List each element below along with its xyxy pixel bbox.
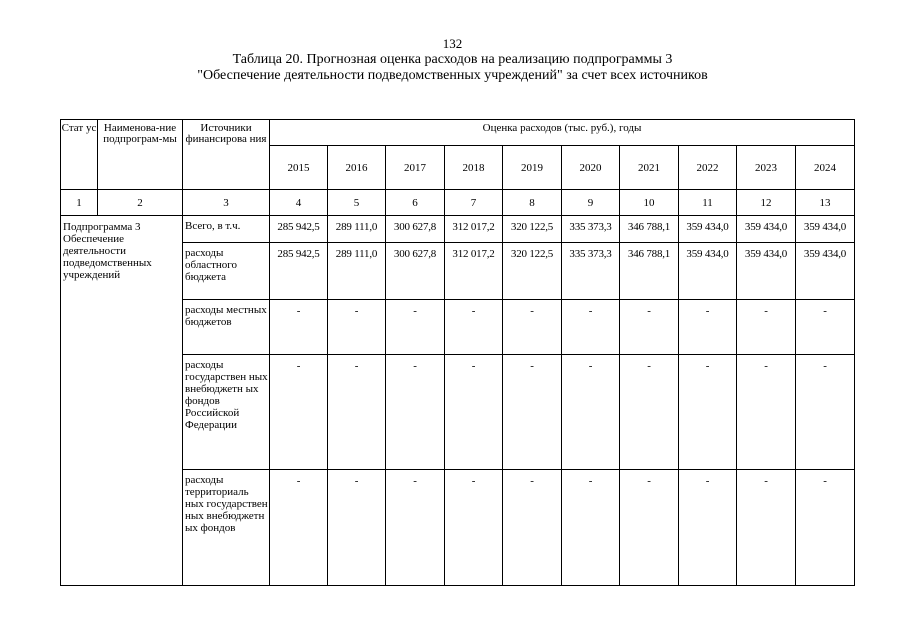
value-cell: 359 434,0 <box>737 216 796 243</box>
value-cell: - <box>445 300 503 355</box>
column-number: 4 <box>270 190 328 216</box>
value-cell: - <box>737 470 796 586</box>
value-cell: 285 942,5 <box>270 243 328 300</box>
year-header: 2022 <box>679 146 737 190</box>
year-header: 2020 <box>562 146 620 190</box>
source-label: расходы областного бюджета <box>183 243 270 300</box>
year-header: 2023 <box>737 146 796 190</box>
value-cell: - <box>796 355 855 470</box>
value-cell: 300 627,8 <box>386 243 445 300</box>
value-cell: - <box>270 300 328 355</box>
column-number: 1 <box>61 190 98 216</box>
value-cell: 335 373,3 <box>562 243 620 300</box>
value-cell: - <box>386 470 445 586</box>
value-cell: 320 122,5 <box>503 243 562 300</box>
value-cell: - <box>620 470 679 586</box>
value-cell: 359 434,0 <box>737 243 796 300</box>
value-cell: - <box>562 470 620 586</box>
value-cell: 359 434,0 <box>796 216 855 243</box>
column-number: 11 <box>679 190 737 216</box>
column-numbers-row <box>61 190 855 216</box>
value-cell: - <box>386 300 445 355</box>
page-number: 132 <box>442 36 463 51</box>
value-cell: 359 434,0 <box>679 243 737 300</box>
value-cell: - <box>679 470 737 586</box>
year-header: 2015 <box>270 146 328 190</box>
table-title: Таблица 20. Прогнозная оценка расходов на реализацию подпрограммы 3 "Обеспечение деятельности подведомственных учреждений" за счет всех источников <box>197 52 708 83</box>
source-label: расходы местных бюджетов <box>183 300 270 355</box>
year-header: 2017 <box>386 146 445 190</box>
value-cell: - <box>620 355 679 470</box>
value-cell: 346 788,1 <box>620 243 679 300</box>
budget-table <box>60 119 855 586</box>
value-cell: - <box>328 470 386 586</box>
value-cell: 289 111,0 <box>328 216 386 243</box>
value-cell: 312 017,2 <box>445 216 503 243</box>
header-status: Стат ус <box>61 120 98 190</box>
column-number: 8 <box>503 190 562 216</box>
header-estimate: Оценка расходов (тыс. руб.), годы <box>270 120 855 146</box>
value-cell: 289 111,0 <box>328 243 386 300</box>
value-cell: 312 017,2 <box>445 243 503 300</box>
column-number: 13 <box>796 190 855 216</box>
value-cell: - <box>562 355 620 470</box>
subprogram-name: Подпрограмма 3 Обеспечение деятельности подведомственных учреждений <box>61 216 183 586</box>
column-number: 6 <box>386 190 445 216</box>
value-cell: - <box>737 355 796 470</box>
column-number: 3 <box>183 190 270 216</box>
column-number: 7 <box>445 190 503 216</box>
value-cell: - <box>679 300 737 355</box>
column-number: 9 <box>562 190 620 216</box>
column-number: 5 <box>328 190 386 216</box>
source-label: расходы государствен ных внебюджетн ых фондов Российской Федерации <box>183 355 270 470</box>
value-cell: - <box>270 470 328 586</box>
value-cell: 300 627,8 <box>386 216 445 243</box>
value-cell: 285 942,5 <box>270 216 328 243</box>
value-cell: 320 122,5 <box>503 216 562 243</box>
header-subprogram-name: Наименова-ние подпрограм-мы <box>98 120 183 190</box>
value-cell: - <box>270 355 328 470</box>
value-cell: 346 788,1 <box>620 216 679 243</box>
header-row <box>61 120 855 146</box>
value-cell: 359 434,0 <box>796 243 855 300</box>
value-cell: - <box>386 355 445 470</box>
value-cell: - <box>328 300 386 355</box>
value-cell: - <box>328 355 386 470</box>
value-cell: - <box>445 355 503 470</box>
source-label: расходы территориаль ных государствен ных внебюджетн ых фондов <box>183 470 270 586</box>
value-cell: - <box>737 300 796 355</box>
year-header: 2021 <box>620 146 679 190</box>
value-cell: 335 373,3 <box>562 216 620 243</box>
column-number: 10 <box>620 190 679 216</box>
table-row <box>61 216 855 243</box>
column-number: 12 <box>737 190 796 216</box>
value-cell: - <box>562 300 620 355</box>
year-header: 2016 <box>328 146 386 190</box>
year-header: 2018 <box>445 146 503 190</box>
value-cell: - <box>503 470 562 586</box>
year-header: 2019 <box>503 146 562 190</box>
value-cell: - <box>796 470 855 586</box>
value-cell: - <box>679 355 737 470</box>
header-sources: Источники финансирова ния <box>183 120 270 190</box>
column-number: 2 <box>98 190 183 216</box>
value-cell: - <box>445 470 503 586</box>
value-cell: - <box>620 300 679 355</box>
value-cell: - <box>503 300 562 355</box>
source-label: Всего, в т.ч. <box>183 216 270 243</box>
value-cell: - <box>796 300 855 355</box>
value-cell: 359 434,0 <box>679 216 737 243</box>
value-cell: - <box>503 355 562 470</box>
year-header: 2024 <box>796 146 855 190</box>
